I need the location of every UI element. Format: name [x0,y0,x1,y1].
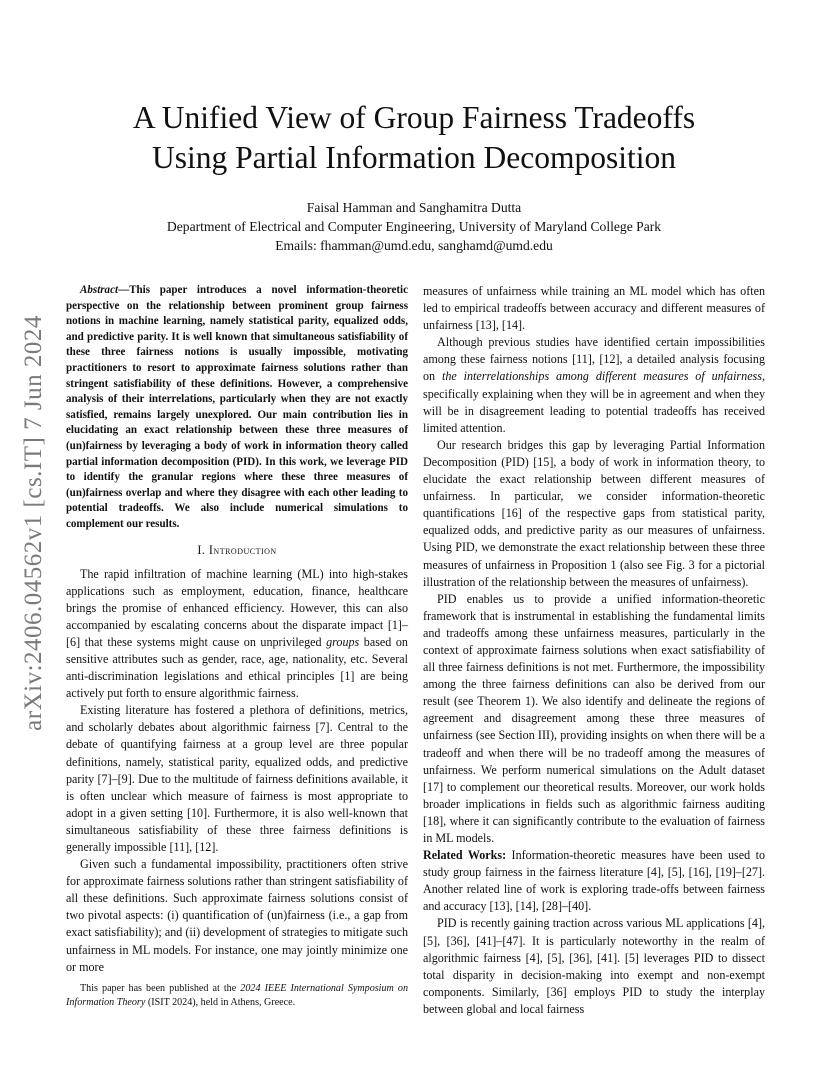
intro-paragraph-2: Existing literature has fostered a plethora of definitions, metrics, and scholarly debates about algorithmic fairness [7]. Central to the debate of quantifying fairness at a group level are three popular definitions, namely, statistical parity, equalized odds, and predictive parity [7]–[9]. Due to the multitude of fairness definitions available, it is often unclear which measure of fairness is most appropriate to adopt in a given setting [10]. Furthermore, it is also well-known that simultaneous satisfiability of these three fairness definitions is generally impossible [11], [12]. [66,703,408,854]
footnote-text-a: This paper has been published at the [80,983,241,994]
left-column [66,283,408,976]
author-affiliation: Department of Electrical and Computer Engineering, University of Maryland College Park [166,219,662,234]
intro-paragraph-1 [66,566,408,703]
intro-p4-text-a: Although previous studies have identified certain impossibilities among these fairness notions [11], [12], a detailed analysis focusing on [423,335,765,384]
title-line-2: Using Partial Information Decomposition [151,140,677,175]
paper-title [60,98,768,178]
abstract [66,283,408,533]
section-heading-introduction: I. Introduction [197,542,277,557]
intro-paragraph-3: Given such a fundamental impossibility, practitioners often strive for approximate fairness solutions rather than stringent satisfiability of all these definitions. Such approximate fairness solutions consist of two pivotal aspects: (i) quantification of (un)fairness (i.e., a gap from exact satisfiability); and (ii) development of strategies to mitigate such unfairness in ML models. For instance, one may jointly minimize one or more [66,857,408,974]
intro-p4-text-b: , specifically explaining when they will be in agreement and when they will be in disagreement leading to potential tradeoffs has received limited attention. [423,369,766,435]
abstract-dash: — [118,284,130,296]
intro-p1-emphasis: groups [326,634,360,649]
related-works-paragraph [423,847,765,915]
intro-paragraph-6: PID enables us to provide a unified information-theoretic framework that is instrumental in establishing the fundamental limits and tradeoffs among these unfairness measures, particularly in the context of approximate fairness solutions when exact satisfiability of all three fairness definitions is not met. Furthermore, the impossibility among the three fairness definitions can also be derived from our result (see Theorem 1). We also identify and delineate the regions of agreement and disagreement among these three measures of unfairness (see Section III), providing insights on when there will be a tradeoff and when there will be no tradeoff among the measures of unfairness. We perform numerical simulations on the Adult dataset [17] to complement our theoretical results. Moreover, our work holds broader implications in fields such as algorithmic fairness auditing [18], where it can significantly contribute to the evaluation of fairness in ML models. [423,591,765,845]
related-works-label: Related Works: [423,848,507,863]
abstract-label: Abstract [80,284,119,296]
intro-paragraph-5: Our research bridges this gap by leveraging Partial Information Decomposition (PID) [15], a body of work in information theory, to elucidate the exact relationship between different measures of unfairness. In particular, we consider information-theoretic quantifications [16] of the respective gaps from statistical parity, equalized odds, and predictive parity as our measures of unfairness. Using PID, we demonstrate the exact relationship between these three measures of unfairness in Proposition 1 (also see Fig. 3 for a pictorial illustration of the relationship between the measures of unfairness). [423,437,765,589]
arxiv-identifier: arXiv:2406.04562v1 [cs.IT] 7 Jun 2024 [20,315,48,731]
author-block [60,198,768,255]
intro-paragraph-4 [423,334,765,437]
title-line-1: A Unified View of Group Fairness Tradeoffs [132,100,696,135]
intro-paragraph-3-continued: measures of unfairness while training an ML model which has often led to empirical tradeoffs between accuracy and different measures of unfairness [13], [14]. [423,284,765,333]
author-names: Faisal Hamman and Sanghamitra Dutta [306,200,522,215]
arxiv-side-stamp [14,308,54,738]
publication-footnote [66,982,408,1011]
intro-paragraph-8: PID is recently gaining traction across various ML applications [4], [5], [36], [41]–[47]. It is particularly noteworthy in the realm of algorithmic fairness [4], [5], [36], [41]. [5] leverages PID to dissect total disparity in decision-making into exempt and non-exempt components. Similarly, [36] employs PID to study the interplay between global and local fairness [423,916,765,1016]
intro-p4-emphasis: the interrelationships among different measures of unfairness [441,369,762,384]
right-column [423,283,765,1018]
footnote-text-b: (ISIT 2024), held in Athens, Greece. [145,997,296,1009]
abstract-text: This paper introduces a novel information-theoretic perspective on the relationship between prominent group fairness notions in machine learning, namely statistical parity, equalized odds, and predictive parity. It is well known that simultaneous satisfiability of these three fairness notions is usually impossible, motivating practitioners to resort to approximate fairness solutions rather than stringent satisfiability of these definitions. However, a comprehensive analysis of their interrelations, particularly when they are not exactly satisfied, remains largely unexplored. Our main contribution lies in elucidating an exact relationship between these three measures of (un)fairness by leveraging a body of work in information theory called partial information decomposition (PID). In this work, we leverage PID to identify the granular regions where these three measures of (un)fairness overlap and where they disagree with each other leading to potential tradeoffs. We also include numerical simulations to complement our results. [66,284,408,530]
footnote-venue: 2024 IEEE International Symposium on Information Theory [66,983,408,1009]
author-emails: Emails: fhamman@umd.edu, sanghamd@umd.edu [275,238,553,253]
intro-p1-text-b: based on sensitive attributes such as gender, race, age, nationality, etc. Several anti-discrimination legislations and ethical principles [1] are being actively put forth to ensure algorithmic fairness. [66,634,408,701]
intro-p1-text-a: The rapid infiltration of machine learning (ML) into high-stakes applications such as employment, education, finance, healthcare brings the promise of enhanced efficiency. However, this can also accompanied by escalating concerns about the disparate impact [1]–[6] that these systems might cause on unprivileged [66,566,408,649]
related-works-text: Information-theoretic measures have been used to study group fairness in the fairness literature [4], [5], [16], [19]–[27]. Another related line of work is exploring trade-offs between fairness and accuracy [13], [14], [28]–[40]. [423,848,765,914]
